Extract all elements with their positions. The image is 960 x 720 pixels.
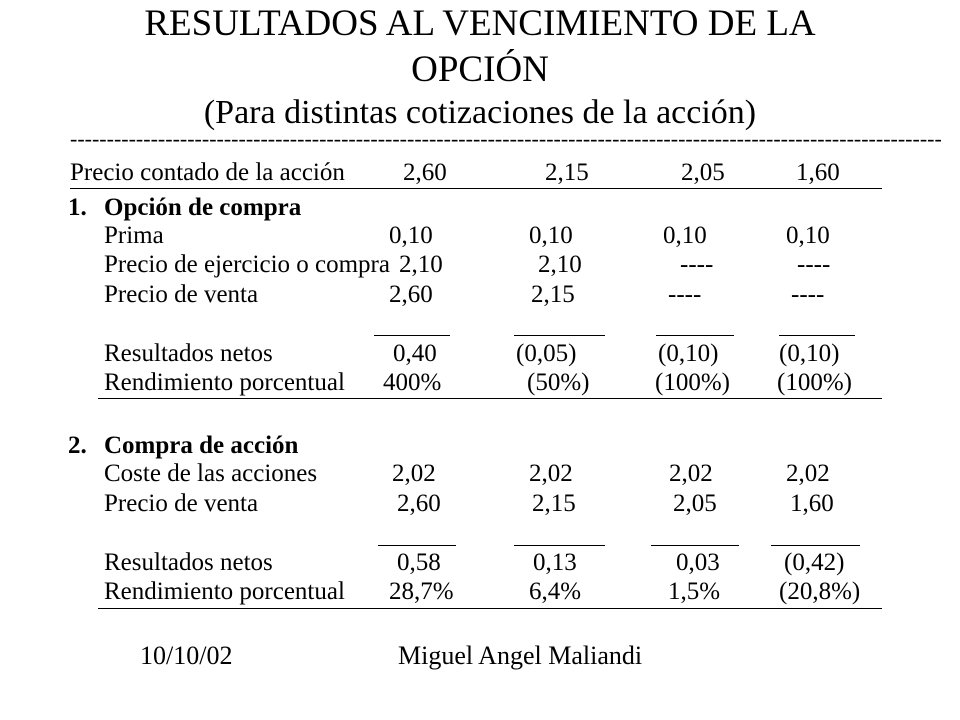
- section2-number: 2.: [68, 432, 87, 459]
- sum-underline: [374, 335, 450, 336]
- s2-result2-v4: (20,8%): [779, 578, 861, 605]
- s1-result1-v4: (0,10): [779, 340, 840, 367]
- s1-result2-label: Rendimiento porcentual: [104, 369, 345, 396]
- s2-row1-label: Coste de las acciones: [104, 460, 318, 487]
- s2-row2-label: Precio de venta: [104, 490, 259, 517]
- s1-row1-v4: 0,10: [786, 222, 830, 249]
- section2-bottom-line: [98, 608, 882, 609]
- s2-result1-v3: 0,03: [676, 549, 720, 576]
- s1-row2-v1: 2,10: [399, 251, 443, 278]
- dashed-separator: -----------------------------------------------------------------------------------------------------------------------: [70, 126, 942, 151]
- s1-row3-v2: 2,15: [531, 281, 575, 308]
- spot-price-value-4: 1,60: [796, 159, 840, 186]
- spot-price-value-2: 2,15: [545, 159, 589, 186]
- s2-row2-v3: 2,05: [673, 490, 717, 517]
- s1-row1-v1: 0,10: [389, 222, 433, 249]
- s1-result1-v3: (0,10): [658, 340, 719, 367]
- s2-result2-v1: 28,7%: [389, 578, 454, 605]
- s1-result1-v1: 0,40: [393, 340, 437, 367]
- section1-bottom-line: [98, 398, 882, 399]
- s1-result2-v4: (100%): [777, 369, 852, 396]
- s1-row2-v3: ----: [680, 251, 714, 278]
- s1-row2-v2: 2,10: [538, 251, 582, 278]
- s2-row1-v1: 2,02: [392, 460, 436, 487]
- s2-row2-v2: 2,15: [532, 490, 576, 517]
- section1-title: Opción de compra: [104, 194, 302, 221]
- page-title-line2: OPCIÓN: [411, 49, 549, 90]
- s2-result2-v3: 1,5%: [668, 578, 721, 605]
- s2-row2-v1: 2,60: [397, 490, 441, 517]
- s1-row1-v3: 0,10: [663, 222, 707, 249]
- s1-row2-label: Precio de ejercicio o compra: [104, 251, 390, 278]
- s1-result1-label: Resultados netos: [104, 340, 273, 367]
- s2-row2-v4: 1,60: [790, 490, 834, 517]
- sum-underline: [378, 545, 456, 546]
- s1-result2-v1: 400%: [383, 369, 442, 396]
- spot-price-value-3: 2,05: [681, 159, 725, 186]
- s2-result1-v2: 0,13: [533, 549, 577, 576]
- footer-date: 10/10/02: [140, 641, 233, 670]
- s1-row1-v2: 0,10: [529, 222, 573, 249]
- sum-underline: [771, 545, 860, 546]
- sum-underline: [514, 335, 605, 336]
- s1-row2-v4: ----: [797, 251, 831, 278]
- footer-author: Miguel Angel Maliandi: [398, 641, 643, 670]
- s1-result2-v2: (50%): [527, 369, 590, 396]
- page-subtitle: (Para distintas cotizaciones de la acción): [203, 94, 757, 131]
- s1-row3-v3: ----: [668, 281, 702, 308]
- s2-row1-v3: 2,02: [669, 460, 713, 487]
- s1-result2-v3: (100%): [655, 369, 730, 396]
- section1-number: 1.: [68, 194, 87, 221]
- s2-result1-v1: 0,58: [397, 549, 441, 576]
- sum-underline: [656, 335, 734, 336]
- s2-row1-v4: 2,02: [786, 460, 830, 487]
- spot-price-value-1: 2,60: [403, 159, 447, 186]
- s1-row3-v4: ----: [791, 281, 825, 308]
- spot-price-label: Precio contado de la acción: [70, 159, 345, 186]
- s2-result2-label: Rendimiento porcentual: [104, 578, 345, 605]
- sum-underline: [514, 545, 605, 546]
- s1-row3-v1: 2,60: [389, 281, 433, 308]
- page-title-line1: RESULTADOS AL VENCIMIENTO DE LA: [144, 3, 816, 44]
- s1-row3-label: Precio de venta: [104, 281, 259, 308]
- s2-result1-v4: (0,42): [784, 549, 845, 576]
- s2-result1-label: Resultados netos: [104, 549, 273, 576]
- sum-underline: [651, 545, 739, 546]
- s2-result2-v2: 6,4%: [529, 578, 582, 605]
- s1-result1-v2: (0,05): [516, 340, 577, 367]
- s2-row1-v2: 2,02: [529, 460, 573, 487]
- s1-row1-label: Prima: [104, 222, 164, 249]
- sum-underline: [779, 335, 855, 336]
- divider-line: [70, 188, 882, 189]
- section2-title: Compra de acción: [104, 432, 299, 459]
